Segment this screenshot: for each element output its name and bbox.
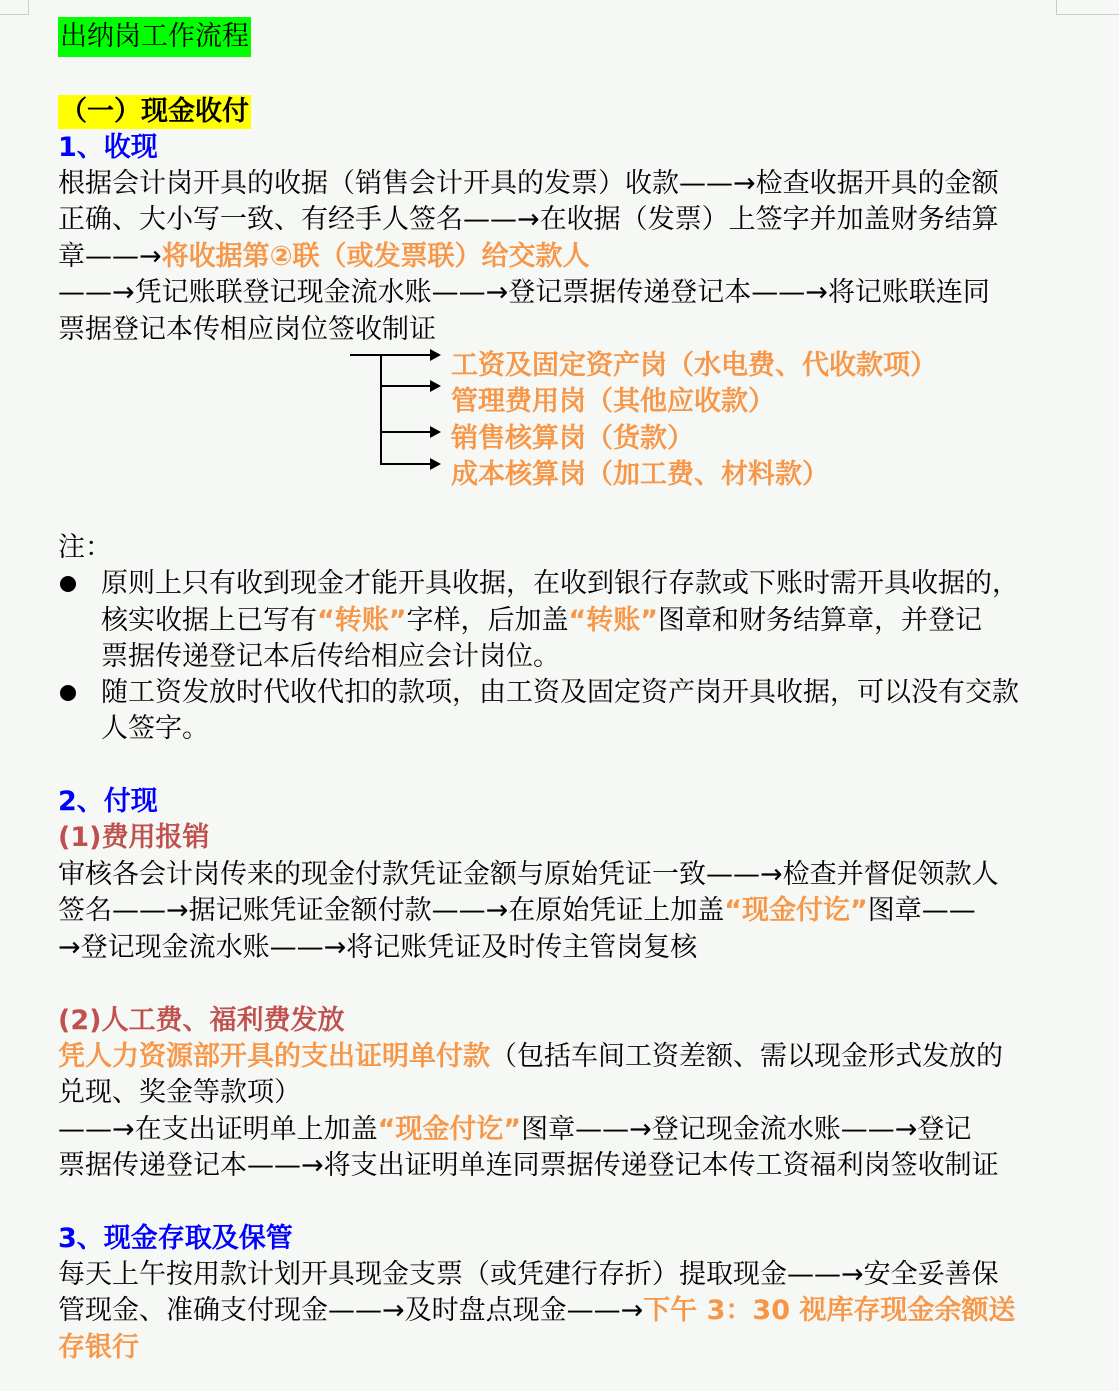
highlight-text: 下午 3：30 视库存现金余额送: [643, 1295, 1016, 1326]
note-line: [101, 675, 1019, 711]
paragraph-line: 存银行: [58, 1332, 139, 1363]
highlight-text: “现金付讫”: [377, 1114, 522, 1145]
highlight-text: “现金付讫”: [724, 895, 868, 926]
sub-heading-receive-cash: 1、收现: [58, 132, 158, 163]
text: 人签字。: [101, 713, 209, 744]
paragraph-line: [58, 275, 990, 311]
paragraph-line: [58, 1112, 971, 1148]
paragraph-line: [58, 1257, 999, 1293]
paragraph-line: [58, 1039, 1003, 1075]
note-label: 注：: [58, 532, 112, 563]
text: 图章和财务结算章，并登记: [658, 605, 982, 636]
text: 签名——→据记账凭证金额付款——→在原始凭证上加盖: [58, 895, 725, 926]
branch-label: 工资及固定资产岗（水电费、代收款项）: [451, 350, 937, 381]
text: 章——→: [58, 241, 162, 272]
paragraph-line: [58, 312, 436, 348]
text: ——→凭记账联登记现金流水账——→登记票据传递登记本——→将记账联连同: [58, 277, 990, 308]
sub-heading-cash-storage: 3、现金存取及保管: [58, 1223, 293, 1254]
document-title: 出纳岗工作流程: [58, 17, 251, 57]
text: 图章——: [867, 895, 976, 926]
highlight-text: “转账”: [317, 605, 407, 636]
text: 原则上只有收到现金才能开具收据，在收到银行存款或下账时需开具收据的，: [101, 568, 1019, 599]
highlight-text: “转账”: [568, 605, 658, 636]
bullet-icon: [60, 576, 76, 592]
paragraph-line: [58, 930, 697, 966]
text: 票据登记本传相应岗位签收制证: [58, 314, 436, 345]
branch-label: 成本核算岗（加工费、材料款）: [451, 459, 829, 490]
text: 随工资发放时代收代扣的款项，由工资及固定资产岗开具收据，可以没有交款: [101, 677, 1019, 708]
paragraph-line: [58, 239, 590, 275]
sub-heading-pay-cash: 2、付现: [58, 786, 158, 817]
text: 审核各会计岗传来的现金付款凭证金额与原始凭证一致——→检查并督促领款人: [58, 859, 999, 890]
note-line: [101, 603, 982, 639]
paragraph-line: [58, 1148, 999, 1184]
paragraph-line: [58, 202, 999, 238]
text: 根据会计岗开具的收据（销售会计开具的发票）收款——→检查收据开具的金额: [58, 168, 999, 199]
text: 字样，后加盖: [406, 605, 569, 636]
text: 核实收据上已写有: [101, 605, 317, 636]
highlight-text: 凭人力资源部开具的支出证明单付款: [58, 1041, 490, 1072]
text: 正确、大小写一致、有经手人签名——→在收据（发票）上签字并加盖财务结算: [58, 204, 999, 235]
item-heading-expense: (1)费用报销: [58, 822, 210, 853]
highlight-text: 将收据第②联（或发票联）给交款人: [161, 241, 590, 272]
note-line: [101, 566, 1019, 602]
page-corner-mark: [0, 0, 29, 15]
page-corner-mark: [1056, 0, 1119, 15]
bullet-icon: [60, 685, 76, 701]
text: 每天上午按用款计划开具现金支票（或凭建行存折）提取现金——→安全妥善保: [58, 1259, 999, 1290]
text: 票据传递登记本后传给相应会计岗位。: [101, 641, 560, 672]
text: 票据传递登记本——→将支出证明单连同票据传递登记本传工资福利岗签收制证: [58, 1150, 999, 1181]
paragraph-line: [58, 893, 976, 929]
branch-label: 管理费用岗（其他应收款）: [451, 386, 775, 417]
text: 兑现、奖金等款项）: [58, 1077, 301, 1108]
note-line: [101, 639, 560, 675]
text: （包括车间工资差额、需以现金形式发放的: [490, 1041, 1003, 1072]
paragraph-line: [58, 1293, 1015, 1329]
branch-label: 销售核算岗（货款）: [451, 423, 694, 454]
text: ——→在支出证明单上加盖: [58, 1114, 378, 1145]
item-heading-payroll: (2)人工费、福利费发放: [58, 1005, 345, 1036]
text: 图章——→登记现金流水账——→登记: [521, 1114, 972, 1145]
section-heading-cash: （一）现金收付: [60, 96, 249, 127]
paragraph-line: [58, 166, 999, 202]
text: →登记现金流水账——→将记账凭证及时传主管岗复核: [58, 932, 698, 963]
paragraph-line: [58, 857, 999, 893]
note-line: [101, 711, 209, 747]
paragraph-line: [58, 1075, 301, 1111]
branch-arrows-diagram: [340, 345, 450, 475]
text: 管现金、准确支付现金——→及时盘点现金——→: [58, 1295, 644, 1326]
